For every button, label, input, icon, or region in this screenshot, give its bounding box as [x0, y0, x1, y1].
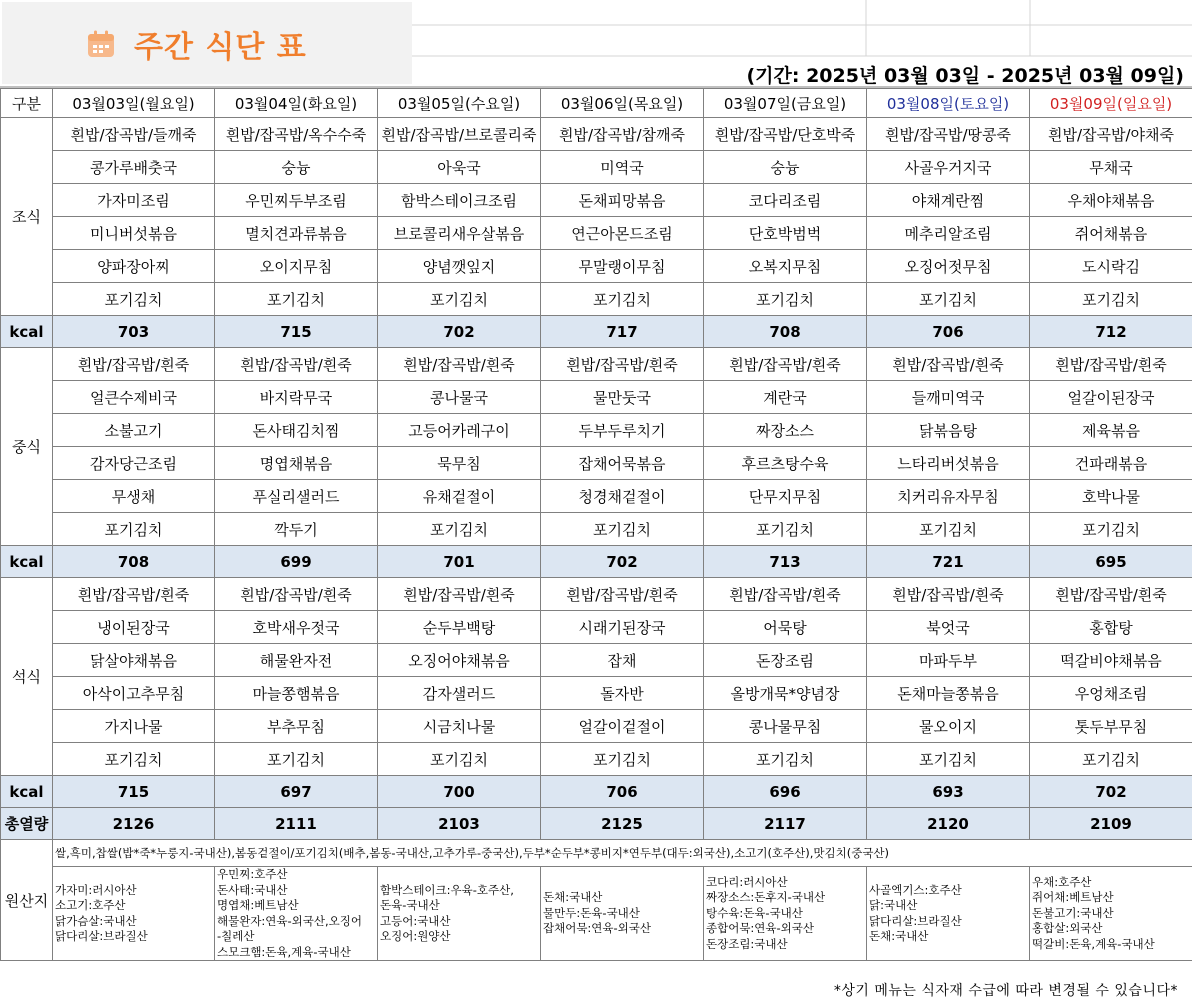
kcal-value: 695 — [1030, 546, 1192, 578]
dish-cell: 묵무침 — [378, 447, 541, 480]
day-header: 03월04일(화요일) — [215, 89, 378, 118]
dish-cell: 깍두기 — [215, 513, 378, 546]
origin-label: 원산지 — [1, 840, 53, 961]
dish-cell: 흰밥/잡곡밥/흰죽 — [1030, 348, 1192, 381]
dish-cell: 흰밥/잡곡밥/흰죽 — [704, 578, 867, 611]
dish-cell: 우엉채조림 — [1030, 677, 1192, 710]
dish-row — [1, 513, 1192, 546]
header-label: 구분 — [1, 89, 53, 118]
dish-cell: 포기김치 — [53, 743, 215, 776]
kcal-value: 702 — [1030, 776, 1192, 808]
origin-line: 탕수육:돈육-국내산 — [706, 905, 803, 920]
dish-cell: 무채국 — [1030, 151, 1192, 184]
dish-cell: 함박스테이크조림 — [378, 184, 541, 217]
dish-cell: 물오이지 — [867, 710, 1030, 743]
total-kcal-value: 2117 — [704, 808, 867, 840]
dish-cell: 포기김치 — [378, 283, 541, 316]
dish-cell: 해물완자전 — [215, 644, 378, 677]
dish-cell: 호박새우젓국 — [215, 611, 378, 644]
dish-cell: 흰밥/잡곡밥/흰죽 — [53, 578, 215, 611]
origin-day-cell — [541, 867, 704, 961]
dish-cell: 돈채피망볶음 — [541, 184, 704, 217]
dish-cell: 돈사태김치찜 — [215, 414, 378, 447]
dish-cell: 포기김치 — [1030, 743, 1192, 776]
dish-cell: 계란국 — [704, 381, 867, 414]
dish-cell: 흰밥/잡곡밥/흰죽 — [215, 348, 378, 381]
dish-cell: 포기김치 — [704, 283, 867, 316]
origin-line: 코다리:러시아산 — [706, 874, 788, 889]
dish-cell: 흰밥/잡곡밥/흰죽 — [53, 348, 215, 381]
dish-cell: 콩나물무침 — [704, 710, 867, 743]
dish-cell: 양념깻잎지 — [378, 250, 541, 283]
total-kcal-value: 2126 — [53, 808, 215, 840]
weekly-menu-table — [0, 88, 1192, 961]
dish-row — [1, 677, 1192, 710]
dish-cell: 흰밥/잡곡밥/들깨죽 — [53, 118, 215, 151]
dish-cell: 코다리조림 — [704, 184, 867, 217]
origin-line: 소고기:호주산 — [55, 898, 126, 912]
origin-line: 쥐어채:베트남산 — [1032, 890, 1114, 905]
dish-cell: 시금치나물 — [378, 710, 541, 743]
origin-line: 돈사태:국내산 — [217, 882, 288, 897]
meal-label: 석식 — [1, 578, 53, 776]
origin-line: 돈장조림:국내산 — [706, 936, 788, 951]
dish-cell: 포기김치 — [867, 513, 1030, 546]
kcal-label: kcal — [1, 776, 53, 808]
kcal-value: 712 — [1030, 316, 1192, 348]
dish-cell: 흰밥/잡곡밥/흰죽 — [867, 348, 1030, 381]
day-header: 03월05일(수요일) — [378, 89, 541, 118]
dish-cell: 숭늉 — [704, 151, 867, 184]
dish-cell: 쥐어채볶음 — [1030, 217, 1192, 250]
dish-cell: 포기김치 — [541, 513, 704, 546]
origin-line: -칠레산 — [217, 929, 255, 943]
dish-cell: 포기김치 — [378, 513, 541, 546]
kcal-value: 701 — [378, 546, 541, 578]
dish-cell: 마파두부 — [867, 644, 1030, 677]
dish-cell: 홍합탕 — [1030, 611, 1192, 644]
dish-cell: 치커리유자무침 — [867, 480, 1030, 513]
origin-line: 오징어:원양산 — [380, 929, 451, 943]
kcal-value: 713 — [704, 546, 867, 578]
dish-cell: 숭늉 — [215, 151, 378, 184]
dish-cell: 포기김치 — [867, 743, 1030, 776]
dish-cell: 메추리알조림 — [867, 217, 1030, 250]
dish-cell: 잡채 — [541, 644, 704, 677]
dish-cell: 흰밥/잡곡밥/흰죽 — [215, 578, 378, 611]
dish-cell: 호박나물 — [1030, 480, 1192, 513]
dish-cell: 단호박범벅 — [704, 217, 867, 250]
dish-cell: 사골우거지국 — [867, 151, 1030, 184]
total-kcal-value: 2103 — [378, 808, 541, 840]
origin-line: 돈불고기:국내산 — [1032, 905, 1114, 920]
dish-cell: 무생채 — [53, 480, 215, 513]
dish-cell: 포기김치 — [378, 743, 541, 776]
origin-line: 닭다리살:브라질산 — [55, 929, 148, 943]
dish-cell: 포기김치 — [1030, 513, 1192, 546]
dish-cell: 푸실리샐러드 — [215, 480, 378, 513]
origin-common-text: 쌀,흑미,찹쌀(밥*죽*누룽지-국내산),봄동겉절이/포기김치(배추,봄동-국내산,고추가루-중국산),두부*순두부*콩비지*연두부(대두:외국산),소고기(호주산),맛김치(중국산) — [53, 840, 1192, 867]
dish-cell: 우민찌두부조림 — [215, 184, 378, 217]
kcal-value: 706 — [541, 776, 704, 808]
title-block — [86, 22, 307, 66]
dish-cell: 흰밥/잡곡밥/야채죽 — [1030, 118, 1192, 151]
dish-cell: 미역국 — [541, 151, 704, 184]
origin-line: 사골엑기스:호주산 — [869, 882, 962, 897]
dish-cell: 포기김치 — [215, 283, 378, 316]
origin-day-cell — [53, 867, 215, 961]
dish-cell: 올방개묵*양념장 — [704, 677, 867, 710]
period-range: (기간: 2025년 03월 03일 - 2025년 03월 09일) — [746, 65, 1184, 87]
dish-cell: 콩나물국 — [378, 381, 541, 414]
dish-cell: 건파래볶음 — [1030, 447, 1192, 480]
origin-day-cell — [867, 867, 1030, 961]
kcal-value: 696 — [704, 776, 867, 808]
dish-cell: 오징어젓무침 — [867, 250, 1030, 283]
dish-cell: 흰밥/잡곡밥/참깨죽 — [541, 118, 704, 151]
day-header: 03월09일(일요일) — [1030, 89, 1192, 118]
origin-line: 돈채:국내산 — [543, 890, 603, 905]
kcal-value: 721 — [867, 546, 1030, 578]
origin-day-cell — [704, 867, 867, 961]
dish-cell: 닭살야채볶음 — [53, 644, 215, 677]
dish-cell: 포기김치 — [215, 743, 378, 776]
dish-row — [1, 381, 1192, 414]
kcal-row — [1, 546, 1192, 578]
kcal-value: 708 — [704, 316, 867, 348]
origin-line: 우채:호주산 — [1032, 874, 1092, 889]
dish-cell: 느타리버섯볶음 — [867, 447, 1030, 480]
dish-row — [1, 118, 1192, 151]
footer-note: *상기 메뉴는 식자재 수급에 따라 변경될 수 있습니다* — [833, 983, 1178, 999]
kcal-value: 715 — [215, 316, 378, 348]
total-kcal-value: 2109 — [1030, 808, 1192, 840]
origin-common-row — [1, 840, 1192, 867]
kcal-value: 702 — [378, 316, 541, 348]
kcal-value: 703 — [53, 316, 215, 348]
dish-cell: 흰밥/잡곡밥/브로콜리죽 — [378, 118, 541, 151]
dish-row — [1, 414, 1192, 447]
dish-cell: 두부두루치기 — [541, 414, 704, 447]
total-label: 총열량 — [1, 808, 53, 840]
day-header: 03월07일(금요일) — [704, 89, 867, 118]
dish-cell: 포기김치 — [867, 283, 1030, 316]
dish-cell: 양파장아찌 — [53, 250, 215, 283]
dish-cell: 제육볶음 — [1030, 414, 1192, 447]
dish-cell: 흰밥/잡곡밥/흰죽 — [378, 578, 541, 611]
dish-cell: 오복지무침 — [704, 250, 867, 283]
dish-cell: 흰밥/잡곡밥/옥수수죽 — [215, 118, 378, 151]
dish-cell: 시래기된장국 — [541, 611, 704, 644]
origin-line: 가자미:러시아산 — [55, 882, 137, 897]
dish-cell: 흰밥/잡곡밥/단호박죽 — [704, 118, 867, 151]
dish-row — [1, 184, 1192, 217]
dish-cell: 가지나물 — [53, 710, 215, 743]
dish-cell: 포기김치 — [53, 513, 215, 546]
day-header: 03월08일(토요일) — [867, 89, 1030, 118]
dish-row — [1, 578, 1192, 611]
meal-label: 중식 — [1, 348, 53, 546]
dish-cell: 떡갈비야채볶음 — [1030, 644, 1192, 677]
dish-cell: 우채야채볶음 — [1030, 184, 1192, 217]
dish-cell: 감자샐러드 — [378, 677, 541, 710]
dish-cell: 멸치견과류볶음 — [215, 217, 378, 250]
dish-cell: 흰밥/잡곡밥/흰죽 — [541, 348, 704, 381]
origin-line: 닭가슴살:국내산 — [55, 913, 137, 928]
origin-days-row — [1, 867, 1192, 961]
total-row — [1, 808, 1192, 840]
dish-cell: 바지락무국 — [215, 381, 378, 414]
dish-cell: 유채겉절이 — [378, 480, 541, 513]
kcal-value: 717 — [541, 316, 704, 348]
dish-row — [1, 644, 1192, 677]
origin-line: 홍합살:외국산 — [1032, 921, 1103, 936]
dish-cell: 오징어야채볶음 — [378, 644, 541, 677]
dish-cell: 가자미조림 — [53, 184, 215, 217]
dish-cell: 들깨미역국 — [867, 381, 1030, 414]
dish-row — [1, 611, 1192, 644]
dish-cell: 순두부백탕 — [378, 611, 541, 644]
kcal-label: kcal — [1, 546, 53, 578]
dish-cell: 얼큰수제비국 — [53, 381, 215, 414]
dish-cell: 도시락김 — [1030, 250, 1192, 283]
dish-cell: 감자당근조림 — [53, 447, 215, 480]
origin-line: 잡채어묵:연육-외국산 — [543, 921, 652, 936]
dish-cell: 흰밥/잡곡밥/땅콩죽 — [867, 118, 1030, 151]
dish-cell: 브로콜리새우살볶음 — [378, 217, 541, 250]
dish-cell: 오이지무침 — [215, 250, 378, 283]
day-header: 03월06일(목요일) — [541, 89, 704, 118]
page-title: 주간 식단 표 — [134, 30, 307, 65]
dish-row — [1, 447, 1192, 480]
calendar-icon — [86, 29, 116, 59]
kcal-value: 715 — [53, 776, 215, 808]
dish-cell: 연근아몬드조림 — [541, 217, 704, 250]
dish-row — [1, 348, 1192, 381]
dish-cell: 마늘쫑햄볶음 — [215, 677, 378, 710]
origin-day-cell — [215, 867, 378, 961]
origin-line: 종합어묵:연육-외국산 — [706, 921, 815, 936]
kcal-value: 699 — [215, 546, 378, 578]
dish-cell: 야채계란찜 — [867, 184, 1030, 217]
dish-cell: 짜장소스 — [704, 414, 867, 447]
origin-day-cell — [1030, 867, 1192, 961]
dish-cell: 포기김치 — [704, 743, 867, 776]
dish-cell: 어묵탕 — [704, 611, 867, 644]
dish-cell: 청경채겉절이 — [541, 480, 704, 513]
dish-cell: 콩가루배춧국 — [53, 151, 215, 184]
dish-cell: 흰밥/잡곡밥/흰죽 — [1030, 578, 1192, 611]
meal-label: 조식 — [1, 118, 53, 316]
dish-cell: 포기김치 — [541, 283, 704, 316]
origin-line: 떡갈비:돈육,계육-국내산 — [1032, 936, 1155, 951]
dish-cell: 얼갈이된장국 — [1030, 381, 1192, 414]
origin-day-cell — [378, 867, 541, 961]
dish-cell: 냉이된장국 — [53, 611, 215, 644]
origin-line: 짜장소스:돈후지-국내산 — [706, 890, 826, 905]
dish-row — [1, 217, 1192, 250]
dish-cell: 명엽채볶음 — [215, 447, 378, 480]
dish-row — [1, 283, 1192, 316]
origin-line: 고등어:국내산 — [380, 913, 451, 928]
dish-cell: 포기김치 — [1030, 283, 1192, 316]
dish-cell: 흰밥/잡곡밥/흰죽 — [541, 578, 704, 611]
origin-line: 스모크햄:돈육,계육-국내산 — [217, 944, 351, 959]
dish-cell: 포기김치 — [541, 743, 704, 776]
dish-cell: 돌자반 — [541, 677, 704, 710]
dish-cell: 톳두부무침 — [1030, 710, 1192, 743]
dish-cell: 부추무침 — [215, 710, 378, 743]
total-kcal-value: 2120 — [867, 808, 1030, 840]
kcal-value: 700 — [378, 776, 541, 808]
day-header: 03월03일(월요일) — [53, 89, 215, 118]
dish-cell: 아욱국 — [378, 151, 541, 184]
dish-row — [1, 710, 1192, 743]
total-kcal-value: 2125 — [541, 808, 704, 840]
origin-line: 명엽채:베트남산 — [217, 898, 299, 912]
origin-line: 닭:국내산 — [869, 898, 918, 912]
total-kcal-value: 2111 — [215, 808, 378, 840]
dish-cell: 물만둣국 — [541, 381, 704, 414]
dish-cell: 닭볶음탕 — [867, 414, 1030, 447]
dish-cell: 후르츠탕수육 — [704, 447, 867, 480]
dish-row — [1, 743, 1192, 776]
dish-cell: 흰밥/잡곡밥/흰죽 — [378, 348, 541, 381]
kcal-value: 708 — [53, 546, 215, 578]
dish-cell: 얼갈이겉절이 — [541, 710, 704, 743]
dish-cell: 소불고기 — [53, 414, 215, 447]
kcal-value: 697 — [215, 776, 378, 808]
dish-cell: 단무지무침 — [704, 480, 867, 513]
dish-cell: 잡채어묵볶음 — [541, 447, 704, 480]
origin-line: 물만두:돈육-국내산 — [543, 905, 640, 920]
kcal-value: 706 — [867, 316, 1030, 348]
dish-cell: 무말랭이무침 — [541, 250, 704, 283]
dish-cell: 미니버섯볶음 — [53, 217, 215, 250]
dish-cell: 포기김치 — [53, 283, 215, 316]
dish-cell: 북엇국 — [867, 611, 1030, 644]
origin-line: 닭다리살:브라질산 — [869, 913, 962, 928]
kcal-label: kcal — [1, 316, 53, 348]
dish-cell: 흰밥/잡곡밥/흰죽 — [704, 348, 867, 381]
dish-row — [1, 480, 1192, 513]
kcal-value: 702 — [541, 546, 704, 578]
origin-line: 돈육-국내산 — [380, 898, 440, 912]
kcal-value: 693 — [867, 776, 1030, 808]
dish-cell: 흰밥/잡곡밥/흰죽 — [867, 578, 1030, 611]
day-header-row — [1, 89, 1192, 118]
dish-cell: 고등어카레구이 — [378, 414, 541, 447]
dish-cell: 돈채마늘쫑볶음 — [867, 677, 1030, 710]
dish-cell: 아삭이고추무침 — [53, 677, 215, 710]
origin-line: 우민찌:호주산 — [217, 867, 288, 881]
dish-cell: 돈장조림 — [704, 644, 867, 677]
kcal-row — [1, 316, 1192, 348]
kcal-row — [1, 776, 1192, 808]
origin-line: 함박스테이크:우육-호주산, — [380, 882, 514, 897]
origin-line: 해물완자:연육-외국산,오징어 — [217, 913, 362, 928]
dish-row — [1, 250, 1192, 283]
origin-line: 돈채:국내산 — [869, 929, 929, 943]
dish-cell: 포기김치 — [704, 513, 867, 546]
dish-row — [1, 151, 1192, 184]
